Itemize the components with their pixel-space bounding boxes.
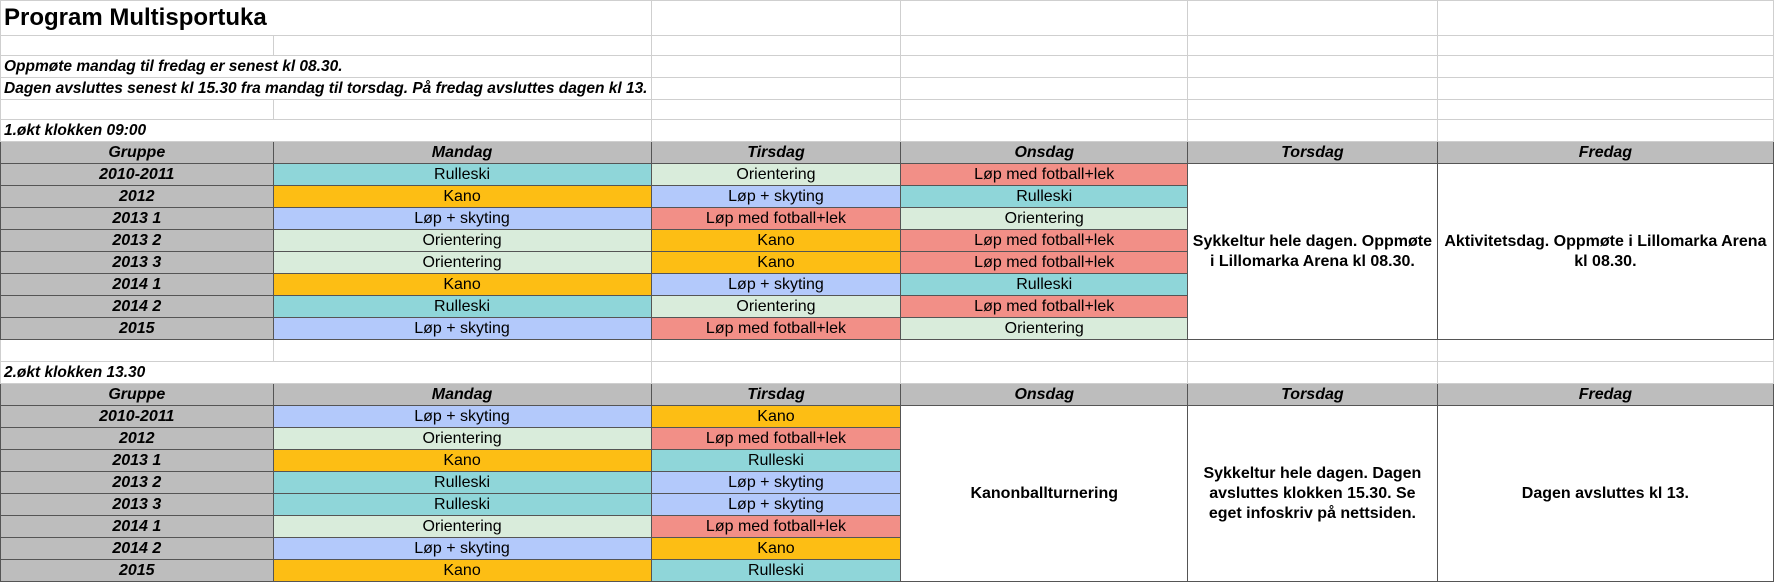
- empty-cell[interactable]: [651, 36, 901, 56]
- activity-cell-mandag[interactable]: Rulleski: [273, 494, 651, 516]
- merged-cell-torsdag[interactable]: Sykkeltur hele dagen. Dagen avsluttes klokken 15.30. Se eget infoskriv på nettsiden.: [1188, 406, 1438, 582]
- session-label[interactable]: 1.økt klokken 09:00: [1, 120, 652, 142]
- activity-cell-mandag[interactable]: Orientering: [273, 516, 651, 538]
- activity-cell-mandag[interactable]: Kano: [273, 186, 651, 208]
- group-cell[interactable]: 2014 1: [1, 274, 274, 296]
- empty-cell[interactable]: [1188, 78, 1438, 100]
- column-header-mandag[interactable]: Mandag: [273, 384, 651, 406]
- empty-cell[interactable]: [1188, 36, 1438, 56]
- activity-cell-onsdag[interactable]: Løp med fotball+lek: [901, 164, 1188, 186]
- activity-cell-tirsdag[interactable]: Kano: [651, 538, 901, 560]
- group-cell[interactable]: 2014 2: [1, 538, 274, 560]
- empty-cell[interactable]: [1437, 120, 1773, 142]
- empty-cell[interactable]: [901, 78, 1188, 100]
- empty-cell[interactable]: [651, 1, 901, 36]
- activity-cell-mandag[interactable]: Rulleski: [273, 296, 651, 318]
- activity-cell-onsdag[interactable]: Rulleski: [901, 186, 1188, 208]
- group-cell[interactable]: 2013 1: [1, 208, 274, 230]
- empty-cell[interactable]: [1188, 340, 1438, 362]
- empty-cell[interactable]: [901, 1, 1188, 36]
- column-header-mandag[interactable]: Mandag: [273, 142, 651, 164]
- group-cell[interactable]: 2014 1: [1, 516, 274, 538]
- activity-cell-tirsdag[interactable]: Orientering: [651, 164, 901, 186]
- group-cell[interactable]: 2013 1: [1, 450, 274, 472]
- empty-cell[interactable]: [273, 340, 651, 362]
- column-header-fredag[interactable]: Fredag: [1437, 384, 1773, 406]
- empty-cell[interactable]: [1437, 56, 1773, 78]
- column-header-torsdag[interactable]: Torsdag: [1188, 142, 1438, 164]
- group-cell[interactable]: 2013 3: [1, 252, 274, 274]
- empty-cell[interactable]: [1188, 120, 1438, 142]
- column-header-onsdag[interactable]: Onsdag: [901, 384, 1188, 406]
- column-header-gruppe[interactable]: Gruppe: [1, 142, 274, 164]
- activity-cell-onsdag[interactable]: Rulleski: [901, 274, 1188, 296]
- group-cell[interactable]: 2013 3: [1, 494, 274, 516]
- activity-cell-tirsdag[interactable]: Kano: [651, 252, 901, 274]
- empty-cell[interactable]: [1437, 78, 1773, 100]
- empty-cell[interactable]: [1, 340, 274, 362]
- empty-cell[interactable]: [1437, 36, 1773, 56]
- empty-cell[interactable]: [651, 100, 901, 120]
- empty-cell[interactable]: [901, 120, 1188, 142]
- activity-cell-mandag[interactable]: Orientering: [273, 252, 651, 274]
- group-cell[interactable]: 2015: [1, 560, 274, 582]
- empty-cell[interactable]: [273, 36, 651, 56]
- activity-cell-mandag[interactable]: Kano: [273, 274, 651, 296]
- column-header-onsdag[interactable]: Onsdag: [901, 142, 1188, 164]
- empty-cell[interactable]: [1188, 1, 1438, 36]
- group-cell[interactable]: 2013 2: [1, 230, 274, 252]
- activity-cell-tirsdag[interactable]: Orientering: [651, 296, 901, 318]
- empty-cell[interactable]: [1188, 56, 1438, 78]
- empty-cell[interactable]: [901, 36, 1188, 56]
- activity-cell-onsdag[interactable]: Løp med fotball+lek: [901, 296, 1188, 318]
- empty-cell[interactable]: [1, 100, 274, 120]
- merged-cell-onsdag[interactable]: Kanonballturnering: [901, 406, 1188, 582]
- group-cell[interactable]: 2013 2: [1, 472, 274, 494]
- empty-cell[interactable]: [273, 100, 651, 120]
- group-cell[interactable]: 2010-2011: [1, 406, 274, 428]
- empty-cell[interactable]: [651, 78, 901, 100]
- activity-cell-tirsdag[interactable]: Løp med fotball+lek: [651, 208, 901, 230]
- empty-cell[interactable]: [651, 120, 901, 142]
- empty-cell[interactable]: [1437, 1, 1773, 36]
- activity-cell-tirsdag[interactable]: Rulleski: [651, 450, 901, 472]
- activity-cell-tirsdag[interactable]: Rulleski: [651, 560, 901, 582]
- empty-cell[interactable]: [651, 362, 901, 384]
- column-header-fredag[interactable]: Fredag: [1437, 142, 1773, 164]
- activity-cell-tirsdag[interactable]: Løp + skyting: [651, 494, 901, 516]
- merged-cell-fredag[interactable]: Aktivitetsdag. Oppmøte i Lillomarka Arena kl 08.30.: [1437, 164, 1773, 340]
- empty-cell[interactable]: [651, 56, 901, 78]
- activity-cell-onsdag[interactable]: Orientering: [901, 318, 1188, 340]
- activity-cell-tirsdag[interactable]: Løp med fotball+lek: [651, 516, 901, 538]
- empty-cell[interactable]: [901, 56, 1188, 78]
- activity-cell-mandag[interactable]: Orientering: [273, 428, 651, 450]
- group-cell[interactable]: 2015: [1, 318, 274, 340]
- activity-cell-mandag[interactable]: Kano: [273, 450, 651, 472]
- activity-cell-mandag[interactable]: Løp + skyting: [273, 318, 651, 340]
- activity-cell-mandag[interactable]: Løp + skyting: [273, 406, 651, 428]
- column-header-tirsdag[interactable]: Tirsdag: [651, 142, 901, 164]
- activity-cell-tirsdag[interactable]: Løp + skyting: [651, 472, 901, 494]
- group-cell[interactable]: 2012: [1, 428, 274, 450]
- note-end-time[interactable]: Dagen avsluttes senest kl 15.30 fra mandag til torsdag. På fredag avsluttes dagen kl 13.: [1, 78, 652, 100]
- empty-cell[interactable]: [901, 100, 1188, 120]
- empty-cell[interactable]: [1, 36, 274, 56]
- note-attendance[interactable]: Oppmøte mandag til fredag er senest kl 08.30.: [1, 56, 652, 78]
- activity-cell-mandag[interactable]: Rulleski: [273, 472, 651, 494]
- group-cell[interactable]: 2014 2: [1, 296, 274, 318]
- activity-cell-mandag[interactable]: Løp + skyting: [273, 538, 651, 560]
- merged-cell-fredag[interactable]: Dagen avsluttes kl 13.: [1437, 406, 1773, 582]
- activity-cell-tirsdag[interactable]: Kano: [651, 230, 901, 252]
- activity-cell-tirsdag[interactable]: Løp med fotball+lek: [651, 428, 901, 450]
- activity-cell-tirsdag[interactable]: Kano: [651, 406, 901, 428]
- activity-cell-onsdag[interactable]: Løp med fotball+lek: [901, 230, 1188, 252]
- activity-cell-tirsdag[interactable]: Løp med fotball+lek: [651, 318, 901, 340]
- empty-cell[interactable]: [1188, 362, 1438, 384]
- empty-cell[interactable]: [1188, 100, 1438, 120]
- empty-cell[interactable]: [1437, 362, 1773, 384]
- sheet-title[interactable]: Program Multisportuka: [1, 1, 652, 36]
- column-header-torsdag[interactable]: Torsdag: [1188, 384, 1438, 406]
- activity-cell-mandag[interactable]: Løp + skyting: [273, 208, 651, 230]
- group-cell[interactable]: 2012: [1, 186, 274, 208]
- activity-cell-mandag[interactable]: Orientering: [273, 230, 651, 252]
- session-label[interactable]: 2.økt klokken 13.30: [1, 362, 652, 384]
- activity-cell-onsdag[interactable]: Løp med fotball+lek: [901, 252, 1188, 274]
- activity-cell-onsdag[interactable]: Orientering: [901, 208, 1188, 230]
- empty-cell[interactable]: [651, 340, 901, 362]
- empty-cell[interactable]: [901, 362, 1188, 384]
- group-cell[interactable]: 2010-2011: [1, 164, 274, 186]
- activity-cell-mandag[interactable]: Kano: [273, 560, 651, 582]
- merged-cell-torsdag[interactable]: Sykkeltur hele dagen. Oppmøte i Lillomarka Arena kl 08.30.: [1188, 164, 1438, 340]
- empty-cell[interactable]: [1437, 340, 1773, 362]
- column-header-gruppe[interactable]: Gruppe: [1, 384, 274, 406]
- activity-cell-tirsdag[interactable]: Løp + skyting: [651, 274, 901, 296]
- empty-cell[interactable]: [1437, 100, 1773, 120]
- activity-cell-mandag[interactable]: Rulleski: [273, 164, 651, 186]
- column-header-tirsdag[interactable]: Tirsdag: [651, 384, 901, 406]
- activity-cell-tirsdag[interactable]: Løp + skyting: [651, 186, 901, 208]
- empty-cell[interactable]: [901, 340, 1188, 362]
